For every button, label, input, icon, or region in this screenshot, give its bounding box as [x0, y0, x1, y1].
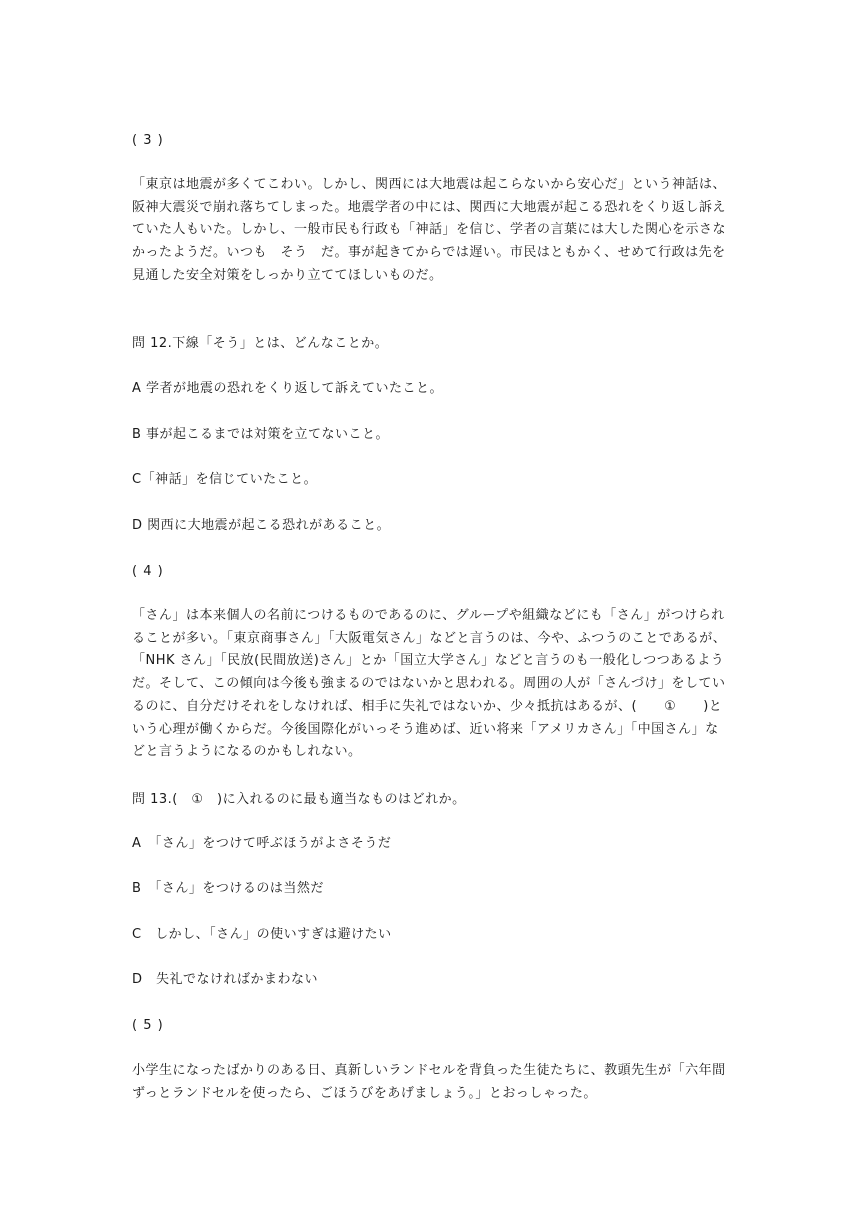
section-3-passage: 「東京は地震が多くてこわい。しかし、関西には大地震は起こらないから安心だ」という神話は、阪神大震災で崩れ落ちてしまった。地震学者の中には、関西に大地震が起こる恐れをくり返し訴えていた人もいた。しかし、一般市民も行政も「神話」を信じ、学者の言葉には大した関心を示さなかったようだ。いつも そう だ。事が起きてからでは遅い。市民はともかく、せめて行政は先を見通した安全対策をしっかり立ててほしいものだ。 [132, 177, 727, 283]
question-12-option-d: D 関西に大地震が起こる恐れがあること。 [132, 518, 391, 533]
section-5-label: ( 5 ) [132, 1018, 164, 1033]
question-12-option-c: C「神話」を信じていたこと。 [132, 472, 318, 487]
section-4-label: ( 4 ) [132, 564, 164, 579]
question-13-option-d: D 失礼でなければかまわない [132, 972, 319, 987]
section-4-passage: 「さん」は本来個人の名前につけるものであるのに、グループや組織などにも「さん」がつけられることが多い。「東京商事さん」「大阪電気さん」などと言うのは、今や、ふつうのことであるが、「NHK さん」「民放(民間放送)さん」とか「国立大学さん」などと言うのも一般化しつつあるようだ。そして、この傾向は今後も強まるのではないかと思われる。周囲の人が「さんづけ」をしているのに、自分だけそれをしなければ、相手に失礼ではないか、少々抵抗はあるが、( ① )という心理が働くからだ。今後国際化がいっそう進めば、近い将来「アメリカさん」「中国さん」などと言うようになるのかもしれない。 [132, 608, 727, 760]
question-13: 問 13.( ① )に入れるのに最も適当なものはどれか。 [132, 792, 466, 807]
question-13-option-c: C しかし、「さん」の使いすぎは避けたい [132, 927, 392, 942]
question-12: 問 12.下線「そう」とは、どんなことか。 [132, 336, 389, 351]
question-12-option-b: B 事が起こるまでは対策を立てないこと。 [132, 427, 390, 442]
section-5-passage: 小学生になったばかりのある日、真新しいランドセルを背負った生徒たちに、教頭先生が「六年間ずっとランドセルを使ったら、ごほうびをあげましょう。」とおっしゃった。 [132, 1063, 726, 1101]
question-13-option-a: A 「さん」をつけて呼ぶほうがよさそうだ [132, 836, 392, 851]
section-3-label: ( 3 ) [132, 133, 164, 148]
question-13-option-b: B 「さん」をつけるのは当然だ [132, 881, 324, 896]
question-12-option-a: A 学者が地震の恐れをくり返して訴えていたこと。 [132, 381, 444, 396]
